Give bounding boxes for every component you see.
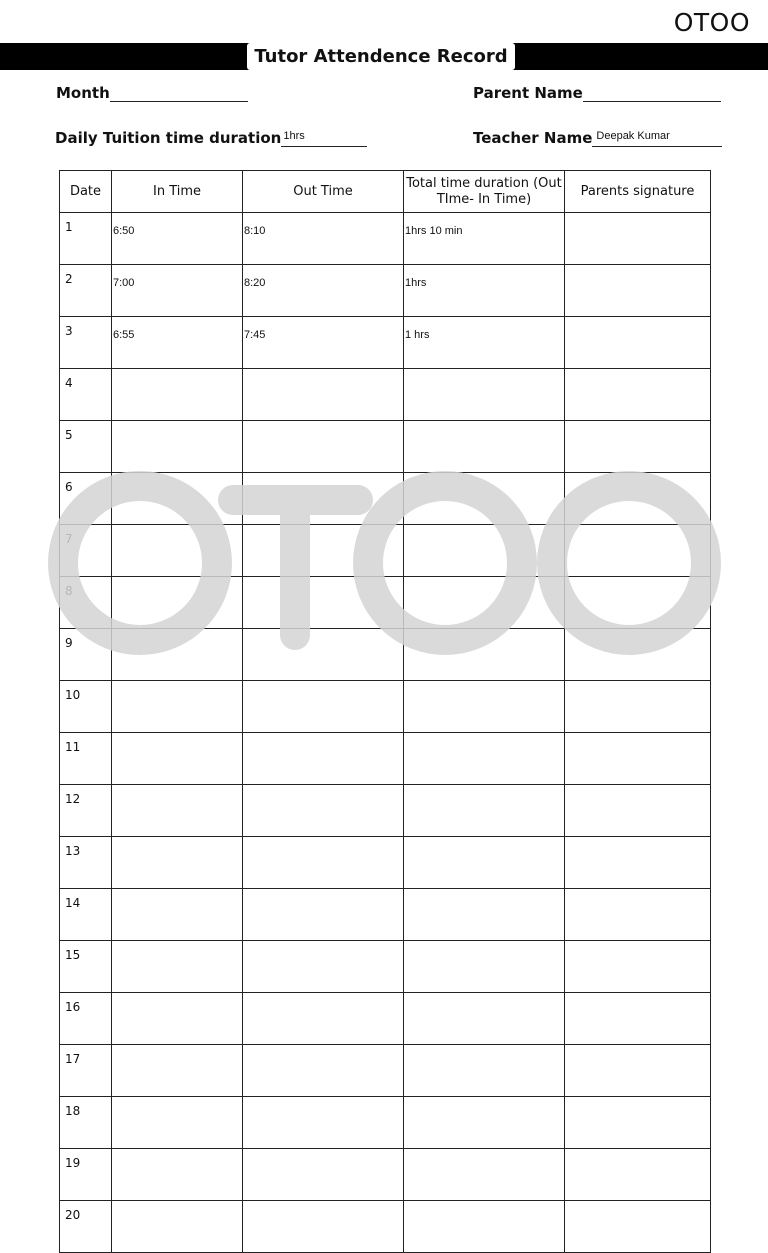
header-total-duration: Total time duration (Out TIme- In Time): [404, 171, 565, 213]
table-row: [60, 993, 711, 1045]
parents-signature-cell[interactable]: [565, 369, 711, 421]
header-in-time: In Time: [112, 171, 243, 213]
table-row: [60, 421, 711, 473]
parents-signature-cell[interactable]: [565, 421, 711, 473]
in-time-cell[interactable]: 6:55: [112, 317, 243, 369]
total-duration-cell[interactable]: [404, 577, 565, 629]
duration-value[interactable]: 1hrs: [281, 130, 367, 147]
table-row: [60, 525, 711, 577]
table-row: [60, 369, 711, 421]
total-duration-cell[interactable]: [404, 421, 565, 473]
date-cell: 13: [60, 837, 112, 889]
out-time-cell[interactable]: [243, 1097, 404, 1149]
teacher-name-value[interactable]: Deepak Kumar: [592, 130, 722, 147]
parents-signature-cell[interactable]: [565, 1201, 711, 1253]
table-row: [60, 681, 711, 733]
table-row: [60, 941, 711, 993]
date-cell: 7: [60, 525, 112, 577]
in-time-cell[interactable]: [112, 837, 243, 889]
page-title: Tutor Attendence Record: [247, 43, 515, 70]
out-time-cell[interactable]: [243, 577, 404, 629]
date-cell: 6: [60, 473, 112, 525]
parents-signature-cell[interactable]: [565, 785, 711, 837]
table-row: [60, 317, 711, 369]
out-time-cell[interactable]: [243, 421, 404, 473]
table-row: [60, 1097, 711, 1149]
month-value[interactable]: [110, 85, 248, 102]
in-time-cell[interactable]: [112, 1201, 243, 1253]
total-duration-cell[interactable]: 1hrs 10 min: [404, 213, 565, 265]
in-time-cell[interactable]: [112, 1097, 243, 1149]
in-time-cell[interactable]: [112, 1045, 243, 1097]
parents-signature-cell[interactable]: [565, 577, 711, 629]
in-time-cell[interactable]: [112, 733, 243, 785]
month-field: [56, 84, 248, 102]
out-time-cell[interactable]: 8:20: [243, 265, 404, 317]
total-duration-cell[interactable]: [404, 1045, 565, 1097]
total-duration-cell[interactable]: [404, 1097, 565, 1149]
date-cell: 20: [60, 1201, 112, 1253]
date-cell: 16: [60, 993, 112, 1045]
table-row: [60, 889, 711, 941]
date-cell: 8: [60, 577, 112, 629]
table-row: [60, 1149, 711, 1201]
in-time-cell[interactable]: [112, 941, 243, 993]
parents-signature-cell[interactable]: [565, 317, 711, 369]
table-row: [60, 265, 711, 317]
teacher-name-field: [473, 129, 722, 147]
parents-signature-cell[interactable]: [565, 889, 711, 941]
date-cell: 9: [60, 629, 112, 681]
date-cell: 11: [60, 733, 112, 785]
date-cell: 2: [60, 265, 112, 317]
in-time-cell[interactable]: [112, 421, 243, 473]
date-cell: 17: [60, 1045, 112, 1097]
table-row: [60, 837, 711, 889]
duration-label: Daily Tuition time duration: [55, 129, 282, 147]
out-time-cell[interactable]: [243, 525, 404, 577]
in-time-cell[interactable]: [112, 525, 243, 577]
table-row: [60, 1045, 711, 1097]
in-time-cell[interactable]: 7:00: [112, 265, 243, 317]
parents-signature-cell[interactable]: [565, 473, 711, 525]
brand-logo: OTOO: [673, 8, 750, 37]
out-time-cell[interactable]: [243, 1201, 404, 1253]
out-time-cell[interactable]: [243, 629, 404, 681]
date-cell: 10: [60, 681, 112, 733]
table-row: [60, 473, 711, 525]
out-time-cell[interactable]: [243, 473, 404, 525]
out-time-cell[interactable]: [243, 369, 404, 421]
month-label: Month: [56, 84, 110, 102]
out-time-cell[interactable]: 7:45: [243, 317, 404, 369]
parents-signature-cell[interactable]: [565, 213, 711, 265]
total-duration-cell[interactable]: [404, 837, 565, 889]
total-duration-cell[interactable]: [404, 733, 565, 785]
total-duration-cell[interactable]: [404, 473, 565, 525]
duration-field: [55, 129, 367, 147]
date-cell: 15: [60, 941, 112, 993]
date-cell: 3: [60, 317, 112, 369]
out-time-cell[interactable]: [243, 941, 404, 993]
header-date: Date: [60, 171, 112, 213]
parent-name-value[interactable]: [583, 85, 721, 102]
parents-signature-cell[interactable]: [565, 993, 711, 1045]
parents-signature-cell[interactable]: [565, 1097, 711, 1149]
date-cell: 4: [60, 369, 112, 421]
in-time-cell[interactable]: [112, 785, 243, 837]
out-time-cell[interactable]: [243, 1045, 404, 1097]
total-duration-cell[interactable]: [404, 993, 565, 1045]
teacher-name-label: Teacher Name: [473, 129, 593, 147]
in-time-cell[interactable]: 6:50: [112, 213, 243, 265]
table-header-row: [60, 171, 711, 213]
date-cell: 5: [60, 421, 112, 473]
out-time-cell[interactable]: [243, 681, 404, 733]
header-parents-signature: Parents signature: [565, 171, 711, 213]
parents-signature-cell[interactable]: [565, 1149, 711, 1201]
out-time-cell[interactable]: [243, 1149, 404, 1201]
total-duration-cell[interactable]: [404, 525, 565, 577]
out-time-cell[interactable]: [243, 993, 404, 1045]
in-time-cell[interactable]: [112, 1149, 243, 1201]
date-cell: 19: [60, 1149, 112, 1201]
total-duration-cell[interactable]: [404, 1149, 565, 1201]
out-time-cell[interactable]: [243, 733, 404, 785]
total-duration-cell[interactable]: [404, 369, 565, 421]
out-time-cell[interactable]: [243, 785, 404, 837]
date-cell: 14: [60, 889, 112, 941]
parent-name-field: [473, 84, 721, 102]
in-time-cell[interactable]: [112, 473, 243, 525]
total-duration-cell[interactable]: [404, 1201, 565, 1253]
date-cell: 18: [60, 1097, 112, 1149]
out-time-cell[interactable]: 8:10: [243, 213, 404, 265]
parent-name-label: Parent Name: [473, 84, 583, 102]
total-duration-cell[interactable]: [404, 785, 565, 837]
attendance-table: [59, 170, 711, 1253]
in-time-cell[interactable]: [112, 577, 243, 629]
parents-signature-cell[interactable]: [565, 837, 711, 889]
parents-signature-cell[interactable]: [565, 733, 711, 785]
parents-signature-cell[interactable]: [565, 629, 711, 681]
parents-signature-cell[interactable]: [565, 681, 711, 733]
header-out-time: Out Time: [243, 171, 404, 213]
out-time-cell[interactable]: [243, 837, 404, 889]
total-duration-cell[interactable]: [404, 629, 565, 681]
table-row: [60, 785, 711, 837]
total-duration-cell[interactable]: 1 hrs: [404, 317, 565, 369]
in-time-cell[interactable]: [112, 993, 243, 1045]
table-row: [60, 629, 711, 681]
in-time-cell[interactable]: [112, 629, 243, 681]
table-row: [60, 213, 711, 265]
date-cell: 1: [60, 213, 112, 265]
in-time-cell[interactable]: [112, 681, 243, 733]
parents-signature-cell[interactable]: [565, 265, 711, 317]
total-duration-cell[interactable]: [404, 941, 565, 993]
parents-signature-cell[interactable]: [565, 1045, 711, 1097]
parents-signature-cell[interactable]: [565, 525, 711, 577]
table-row: [60, 577, 711, 629]
total-duration-cell[interactable]: [404, 889, 565, 941]
date-cell: 12: [60, 785, 112, 837]
table-row: [60, 733, 711, 785]
total-duration-cell[interactable]: [404, 681, 565, 733]
in-time-cell[interactable]: [112, 369, 243, 421]
in-time-cell[interactable]: [112, 889, 243, 941]
out-time-cell[interactable]: [243, 889, 404, 941]
table-row: [60, 1201, 711, 1253]
total-duration-cell[interactable]: 1hrs: [404, 265, 565, 317]
parents-signature-cell[interactable]: [565, 941, 711, 993]
